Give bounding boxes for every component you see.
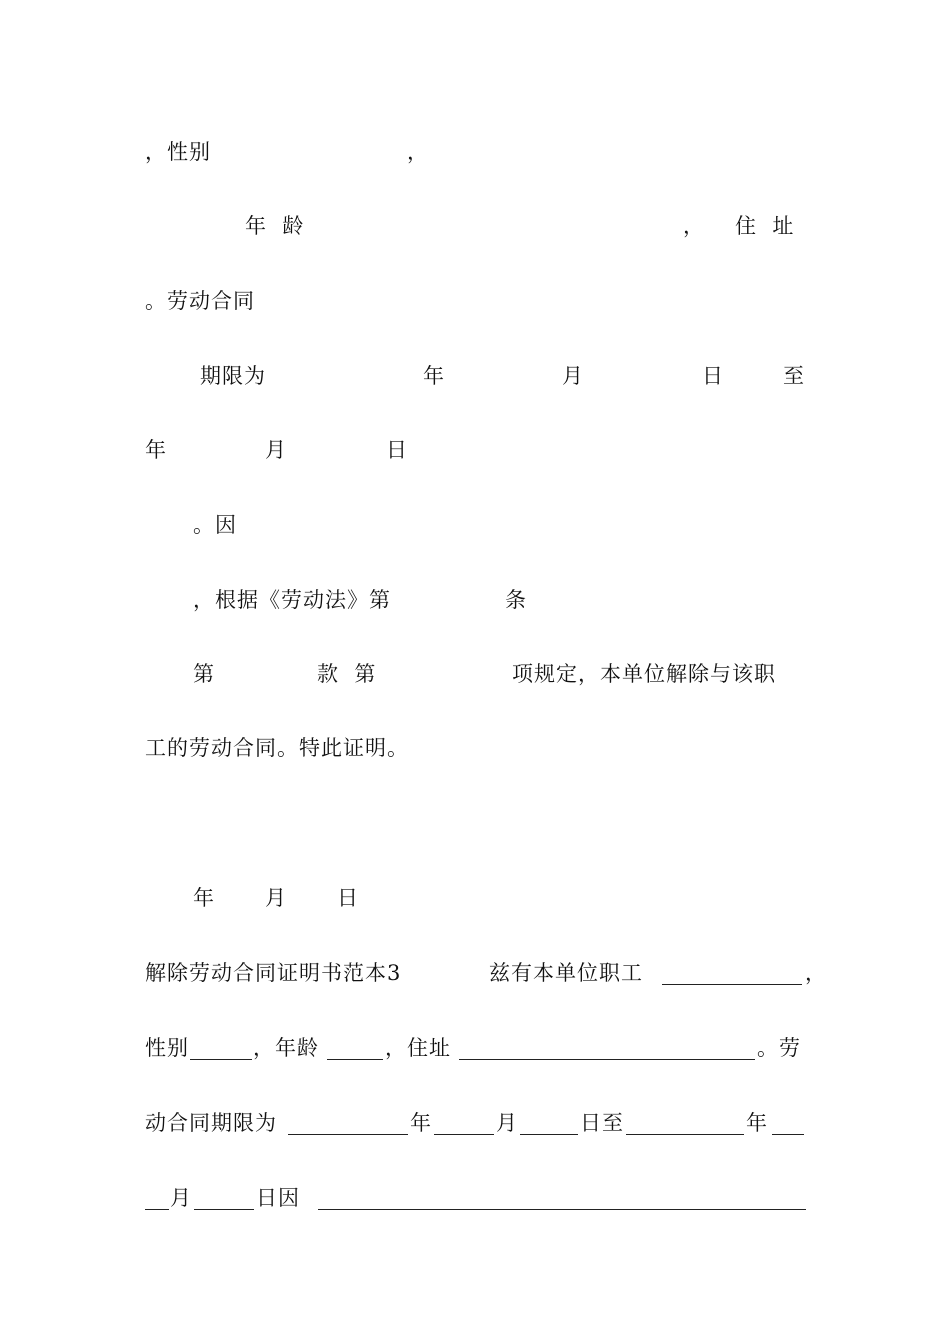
- day-because-text: 日因: [256, 1186, 300, 1210]
- gender-blank: [190, 1037, 252, 1060]
- start-year-blank: [288, 1112, 408, 1135]
- month-label-1: 月: [562, 364, 584, 388]
- sample-title: 解除劳动合同证明书范本3: [145, 961, 402, 985]
- article-label: 条: [505, 588, 527, 612]
- end-day-blank: [194, 1187, 254, 1210]
- intro-text: 兹有本单位职工: [489, 961, 643, 985]
- start-month-text: 月: [496, 1111, 518, 1135]
- year-label-1: 年: [423, 364, 445, 388]
- month-label-2: 月: [265, 438, 287, 462]
- start-day-blank: [520, 1112, 578, 1135]
- sign-day-label: 日: [337, 886, 359, 910]
- contract-term-text: 动合同期限为: [145, 1111, 277, 1135]
- according-law-label: ，根据《劳动法》第: [193, 588, 391, 612]
- gender-label: ，性别: [145, 140, 211, 164]
- end-year-text: 年: [746, 1111, 768, 1135]
- day-label-1: 日: [702, 364, 724, 388]
- end-month-text: 月: [170, 1186, 192, 1210]
- end-year-blank: [626, 1112, 744, 1135]
- age-blank: [327, 1037, 383, 1060]
- employee-name-blank: [662, 962, 802, 985]
- start-year-text: 年: [410, 1111, 432, 1135]
- item-label: 第: [193, 662, 215, 686]
- to-label: 至: [783, 364, 805, 388]
- address-label: 住 址: [735, 214, 795, 238]
- end-month-blank-part1: [772, 1112, 804, 1135]
- term-label: 期限为: [200, 364, 266, 388]
- end-month-blank-part2: [145, 1187, 169, 1210]
- age-text: ，年龄: [253, 1036, 319, 1060]
- labor-text: 。劳: [757, 1036, 801, 1060]
- because-label: 。因: [193, 513, 237, 537]
- labor-contract-label: 。劳动合同: [145, 289, 255, 313]
- address-text: ，住址: [385, 1036, 451, 1060]
- reason-blank: [318, 1187, 806, 1210]
- day-label-2: 日: [386, 438, 408, 462]
- gender-text: 性别: [145, 1036, 189, 1060]
- age-label: 年 龄: [245, 214, 305, 238]
- comma-after-gender: ，: [407, 140, 429, 164]
- start-month-blank: [434, 1112, 494, 1135]
- comma-after-age: ，: [683, 214, 705, 238]
- closing-text: 工的劳动合同。特此证明。: [145, 736, 409, 760]
- clause-rule-text: 项规定，本单位解除与该职: [512, 662, 776, 686]
- address-blank: [459, 1037, 755, 1060]
- year-label-2: 年: [145, 438, 167, 462]
- paragraph-label: 款 第: [317, 662, 377, 686]
- sign-year-label: 年: [193, 886, 215, 910]
- day-to-text: 日至: [580, 1111, 624, 1135]
- comma-after-name: ，: [805, 961, 827, 985]
- sign-month-label: 月: [265, 886, 287, 910]
